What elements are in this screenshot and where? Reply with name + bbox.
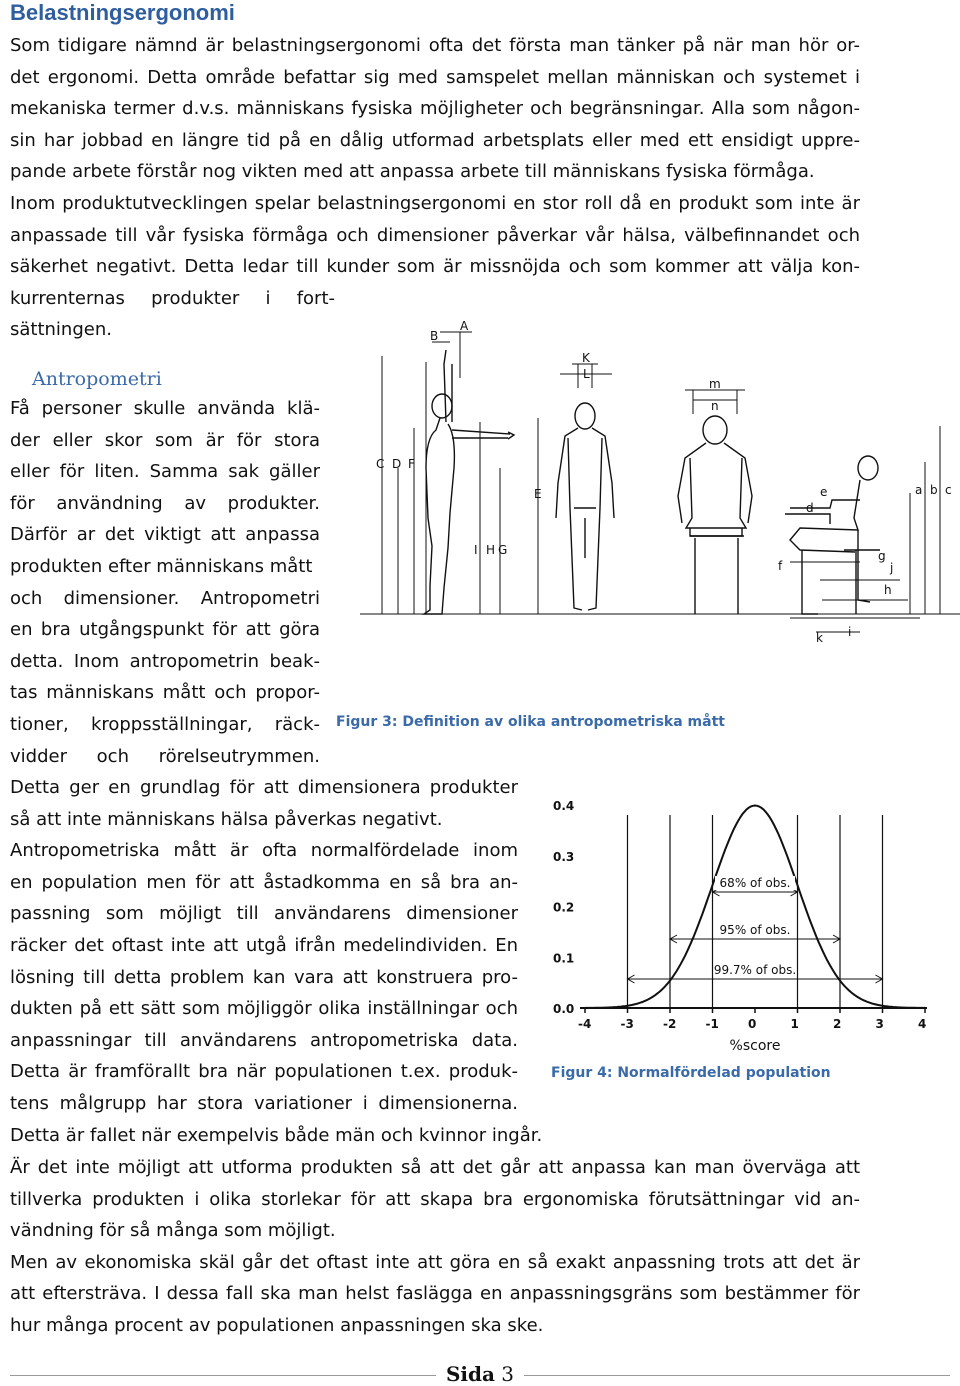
label-d: D (392, 457, 402, 471)
label-g: G (498, 543, 508, 557)
standing-front-figure (556, 403, 614, 610)
series-point (605, 1007, 607, 1009)
y-tick-label: 0.3 (553, 849, 575, 864)
series-point (903, 1007, 905, 1009)
text-line: Antropometriska mått är ofta normalfördelade inom (10, 840, 518, 862)
text-line: pande arbete förstår nog vikten med att anpassa arbete till människans fysiska förmåga. (10, 161, 815, 183)
text-line: Detta är framförallt bra när populationen t.ex. produk- (10, 1061, 518, 1083)
text-line: eller för liten. Samma sak gäller (10, 461, 320, 483)
text-line: dukten på ett sätt som möjliggör olika inställningar och (10, 998, 518, 1020)
label-f: F (408, 457, 415, 471)
text-line: Är det inte möjligt att utforma produkten så att det går att anpassa kan man överväga att (10, 1157, 860, 1178)
text-line: vändning för så många som möjligt. (10, 1220, 336, 1242)
label-seat-g: g (878, 549, 886, 563)
text-line: der eller skor som är för stora (10, 429, 320, 451)
label-c: C (376, 457, 385, 471)
x-tick-label: 0 (748, 1017, 757, 1031)
anthropometric-figure (360, 318, 960, 658)
label-seat-j: j (890, 561, 894, 575)
band-label: 68% of obs. (719, 876, 791, 890)
text-line: tioner, kroppsställningar, räck- (10, 714, 320, 735)
label-seat-f: f (778, 559, 783, 573)
text-line: att eftersträva. I dessa fall ska man helst faslägga en anpassningsgräns som bestämmer för (10, 1283, 860, 1305)
text-line: Få personer skulle använda klä- (10, 398, 320, 419)
y-tick-label: 0.0 (553, 1002, 575, 1016)
band-label: 99.7% of obs. (713, 963, 797, 977)
x-tick-label: -2 (663, 1017, 677, 1031)
series-point (754, 805, 756, 807)
series-point (648, 998, 650, 1000)
band-label: 95% of obs. (719, 923, 791, 937)
label-l: L (583, 367, 590, 381)
text-line: så att inte människans hälsa påverkas negativt. (10, 808, 443, 830)
text-line: Detta ger en grundlag för att dimensionera produkter (10, 777, 518, 798)
text-line: säkerhet negativt. Detta ledar till kunder som är missnöjda och som kommer att välja kon- (10, 256, 860, 278)
y-tick-label: 0.1 (553, 951, 575, 966)
subsection-heading: Antropometri (32, 368, 162, 390)
label-seat-d: d (806, 501, 814, 515)
series-point (839, 980, 841, 982)
label-seat-c: c (945, 483, 952, 497)
label-h: H (486, 543, 496, 557)
x-tick-label: 2 (833, 1017, 842, 1031)
label-e: E (534, 487, 542, 501)
label-k: K (582, 351, 590, 365)
text-line: sin har jobbad en längre tid på en dålig utformad arbetsplats eller med ett ensidigt uppre- (10, 129, 860, 151)
footer-page-word: Sida (445, 1362, 495, 1386)
figure-3-caption: Figur 3: Definition av olika antropometriska mått (336, 714, 725, 730)
x-tick-label: -4 (578, 1017, 592, 1031)
text-line: tens målgrupp har stora variationer i dimensionerna. (10, 1093, 518, 1114)
series-point (627, 1005, 629, 1007)
text-line: Som tidigare nämnd är belastningsergonomi ofta det första man tänker på när man hör or- (10, 35, 860, 56)
text-line: lösning till detta problem kan vara att konstruera pro- (10, 966, 518, 988)
text-line: Men av ekonomiska skäl går det oftast inte att göra en så exakt anpassning trots att det är (10, 1251, 860, 1273)
label-seat-k: k (816, 631, 823, 645)
text-line: Detta är fallet när exempelvis både män och kvinnor ingår. (10, 1124, 543, 1146)
y-tick-label: 0.2 (553, 900, 575, 915)
text-line: vidder och rörelseutrymmen. (10, 745, 320, 767)
text-line: räcker det oftast inte att utgå ifrån medelindividen. En (10, 935, 518, 956)
x-tick-label: -1 (705, 1017, 719, 1031)
text-line: hur många procent av populationen anpassningen ska ske. (10, 1315, 544, 1336)
series-point (797, 884, 799, 886)
figure-4-caption: Figur 4: Normalfördelad population (551, 1065, 831, 1081)
text-line: anpassningar till användarens antropometriska data. (10, 1029, 518, 1051)
text-line: mekaniska termer d.v.s. människans fysiska möjligheter och begränsningar. Alla som någon- (10, 98, 860, 120)
series-point (818, 941, 820, 943)
footer-page-number: 3 (501, 1362, 515, 1386)
series-point (924, 1007, 926, 1009)
text-line: tillverka produkten i olika storlekar för att skapa bra ergonomiska förutsättningar vid an- (10, 1188, 860, 1210)
series-point (775, 829, 777, 831)
label-m: m (709, 377, 721, 391)
text-line: produkten efter människans mått (10, 556, 313, 577)
text-line: anpassade till vår fysiska förmåga och dimensioner påverkar vår hälsa, välbefinnandet och (10, 224, 860, 246)
text-line: passning som möjligt till användarens dimensioner (10, 903, 518, 925)
text-line: tas människans mått och propor- (10, 682, 320, 704)
section-heading: Belastningsergonomi (10, 0, 235, 25)
series-point (690, 941, 692, 943)
series-point (860, 998, 862, 1000)
series-point (669, 980, 671, 982)
label-n: n (711, 399, 719, 413)
text-line: och dimensioner. Antropometri (10, 587, 320, 609)
series-point (882, 1005, 884, 1007)
text-line: det ergonomi. Detta område befattar sig med samspelet mellan människan och systemet i (10, 66, 860, 88)
label-seat-h: h (884, 583, 892, 597)
label-b: B (430, 329, 439, 343)
y-tick-label: 0.4 (553, 799, 575, 813)
x-axis-label: %score (729, 1038, 781, 1054)
text-line: sättningen. (10, 319, 112, 341)
series-line (585, 806, 925, 1008)
normal-distribution-chart (545, 793, 940, 1058)
seated-back-figure (678, 416, 752, 614)
series-point (584, 1007, 586, 1009)
text-line: Inom produktutvecklingen spelar belastningsergonomi en stor roll då en produkt som inte är (10, 193, 860, 214)
dimension-lines (360, 332, 960, 632)
series-point (712, 884, 714, 886)
label-seat-a: a (915, 483, 923, 497)
x-tick-label: 4 (918, 1017, 927, 1031)
text-line: en bra utgångspunkt för att göra (10, 619, 320, 641)
x-tick-label: -3 (620, 1017, 634, 1031)
text-line: en population men för att åstadkomma en så bra an- (10, 871, 518, 893)
seated-side-figure (785, 456, 880, 614)
page-footer (0, 1362, 960, 1386)
label-seat-e: e (820, 485, 828, 499)
text-line: detta. Inom antropometrin beak- (10, 650, 320, 672)
x-tick-label: 3 (875, 1017, 884, 1031)
text-line: kurrenternas produkter i fort- (10, 287, 335, 309)
text-line: Därför ar det viktigt att anpassa (10, 524, 320, 546)
text-line: för användning av produkter. (10, 492, 320, 514)
label-i: I (474, 543, 478, 557)
label-seat-i: i (848, 625, 852, 639)
x-tick-label: 1 (790, 1017, 799, 1031)
series-point (733, 829, 735, 831)
label-a: A (460, 319, 469, 333)
label-seat-b: b (930, 483, 938, 497)
